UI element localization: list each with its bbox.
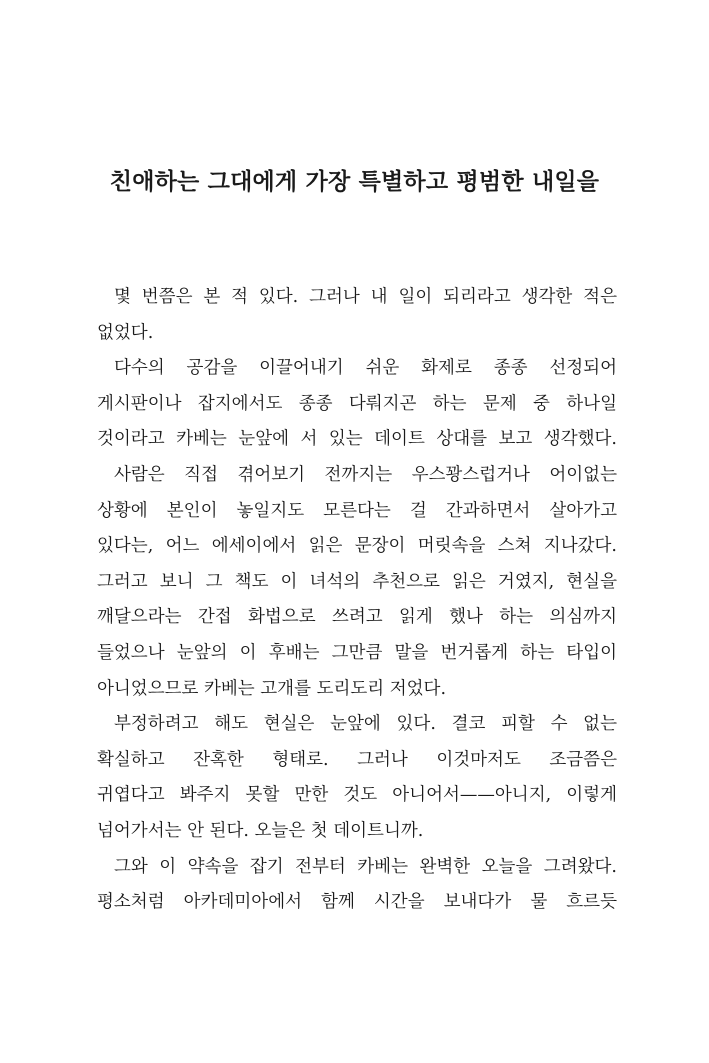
text-line: 확실하고 잔혹한 형태로. 그러나 이것마저도 조금쯤은 — [97, 749, 617, 770]
body-text — [97, 280, 617, 921]
text-line: 들었으나 눈앞의 이 후배는 그만큼 말을 번거롭게 하는 타입이 — [97, 642, 617, 663]
text-line: 아니었으므로 카베는 고개를 도리도리 저었다. — [97, 678, 447, 699]
text-line: 깨달으라는 간접 화법으로 쓰려고 읽게 했나 하는 의심까지 — [97, 607, 617, 628]
text-line: 귀엽다고 봐주지 못할 만한 것도 아니어서——아니지, 이렇게 — [97, 785, 617, 806]
text-line: 없었다. — [97, 322, 154, 343]
text-line: 사람은 직접 겪어보기 전까지는 우스꽝스럽거나 어이없는 — [114, 464, 617, 485]
text-line: 부정하려고 해도 현실은 눈앞에 있다. 결코 피할 수 없는 — [114, 714, 617, 735]
chapter-title: 친애하는 그대에게 가장 특별하고 평범한 내일을 — [109, 168, 600, 195]
text-line: 것이라고 카베는 눈앞에 서 있는 데이트 상대를 보고 생각했다. — [97, 429, 617, 450]
text-line: 상황에 본인이 놓일지도 모른다는 걸 간과하면서 살아가고 — [97, 500, 617, 521]
text-line: 평소처럼 아카데미아에서 함께 시간을 보내다가 물 흐르듯 — [97, 892, 617, 913]
text-line: 있다는, 어느 에세이에서 읽은 문장이 머릿속을 스쳐 지나갔다. — [97, 536, 617, 557]
text-line: 게시판이나 잡지에서도 종종 다뤄지곤 하는 문제 중 하나일 — [97, 393, 617, 414]
text-line: 그러고 보니 그 책도 이 녀석의 추천으로 읽은 거였지, 현실을 — [97, 571, 617, 592]
text-line: 몇 번쯤은 본 적 있다. 그러나 내 일이 되리라고 생각한 적은 — [114, 287, 617, 307]
text-line: 그와 이 약속을 잡기 전부터 카베는 완벽한 오늘을 그려왔다. — [114, 856, 617, 877]
text-line: 넘어가서는 안 된다. 오늘은 첫 데이트니까. — [97, 820, 424, 841]
text-line: 다수의 공감을 이끌어내기 쉬운 화제로 종종 선정되어 — [114, 358, 617, 379]
